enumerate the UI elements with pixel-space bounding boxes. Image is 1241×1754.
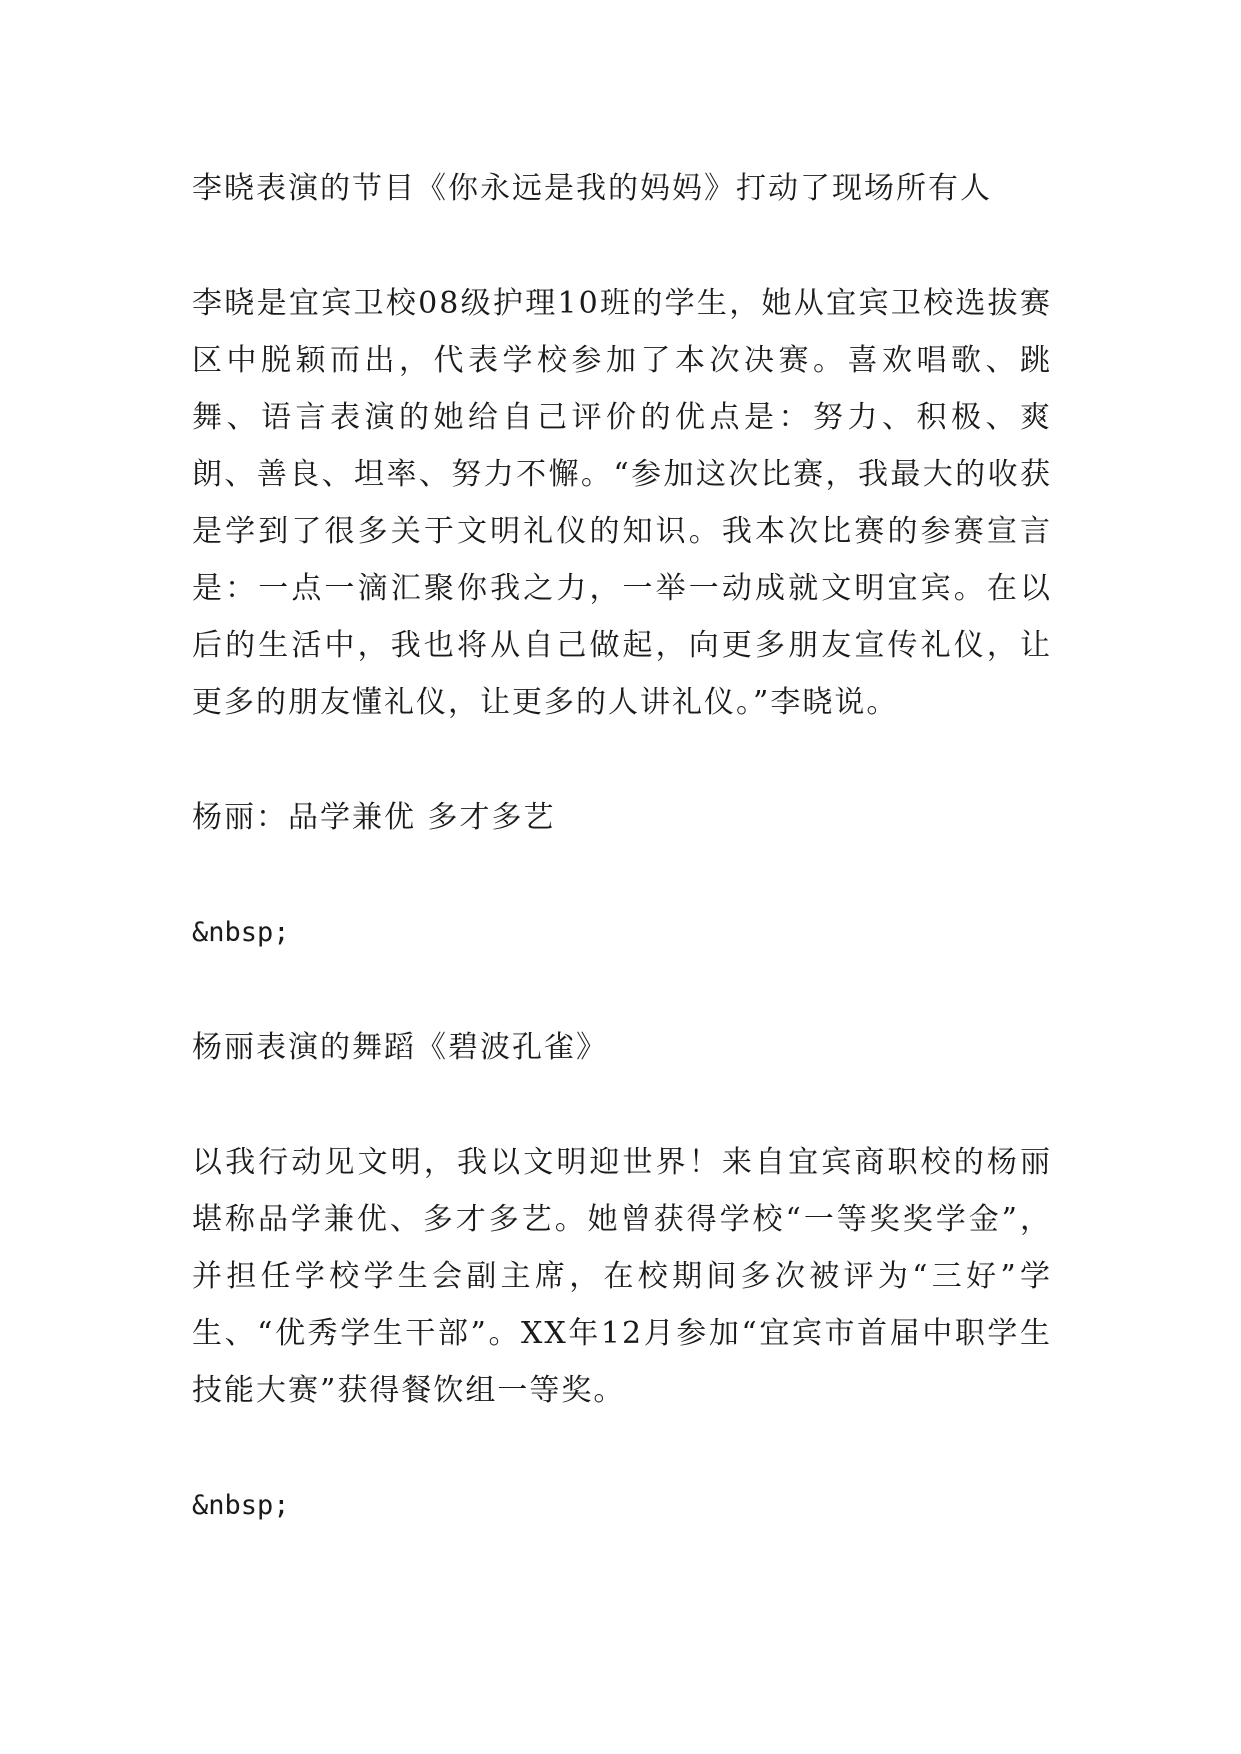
document-page: [192, 160, 1052, 1592]
subheading-yang-li: 杨丽：品学兼优 多才多艺: [192, 800, 556, 835]
stray-nbsp-text: &nbsp;: [192, 917, 290, 948]
paragraph-li-xiao: 李晓是宜宾卫校08级护理10班的学生，她从宜宾卫校选拔赛区中脱颖而出，代表学校参加了本次决赛。喜欢唱歌、跳舞、语言表演的她给自己评价的优点是：努力、积极、爽朗、善良、坦率、努力不懈。“参加这次比赛，我最大的收获是学到了很多关于文明礼仪的知识。我本次比赛的参赛宣言是：一点一滴汇聚你我之力，一举一动成就文明宜宾。在以后的生活中，我也将从自己做起，向更多朋友宣传礼仪，让更多的朋友懂礼仪，让更多的人讲礼仪。”李晓说。: [192, 286, 1052, 720]
stray-nbsp-text: &nbsp;: [192, 1490, 290, 1521]
paragraph-yang-li: 以我行动见文明，我以文明迎世界！来自宜宾商职校的杨丽堪称品学兼优、多才多艺。她曾获得学校“一等奖奖学金”，并担任学校学生会副主席，在校期间多次被评为“三好”学生、“优秀学生干部”。XX年12月参加“宜宾市首届中职学生技能大赛”获得餐饮组一等奖。: [192, 1145, 1052, 1408]
photo-caption-yang-li: 杨丽表演的舞蹈《碧波孔雀》: [192, 1030, 608, 1065]
photo-caption-li-xiao: 李晓表演的节目《你永远是我的妈妈》打动了现场所有人: [192, 171, 992, 206]
